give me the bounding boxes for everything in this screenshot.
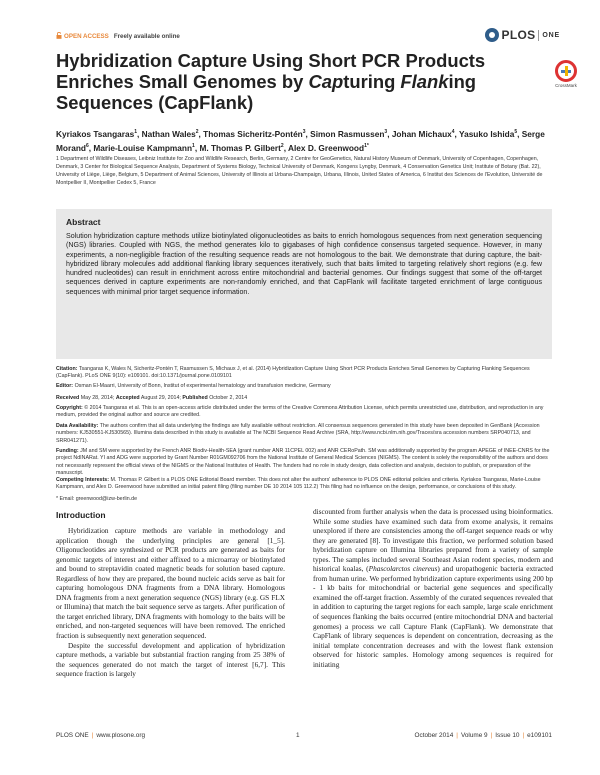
email	[56, 496, 552, 503]
plos-logo-text: PLOS	[501, 28, 536, 42]
page-footer	[56, 732, 552, 744]
abstract-box	[56, 209, 552, 359]
author-name: Thomas Sicheritz-Pontén	[203, 128, 303, 139]
author-affiliation-mark: 3	[302, 129, 306, 135]
copyright	[56, 405, 552, 420]
author-name: Marie-Louise Kampmann	[93, 143, 193, 154]
plos-logo-icon	[485, 28, 499, 42]
data-availability-label: Data Availability:	[56, 423, 99, 429]
data-availability-text: The authors confirm that all data underlying the findings are fully available without restriction. All consensus sequences generated in this study have been deposited in GenBank (Accession numbers: KJ530551-KJ530565). Illumina data described in this study is available at The NCBI Sequence Read Archive (SRA, http://www.ncbi.nlm.nih.gov/Traces/sra accession numbers SRP040713, and SRR041271).	[56, 423, 540, 444]
title-cap: Cap	[308, 71, 344, 92]
author-affiliation-mark: 1*	[364, 143, 369, 150]
email-text: * Email: greenwood@izw-berlin.de	[56, 496, 138, 502]
accepted-date: August 29, 2014;	[140, 395, 181, 401]
author	[288, 143, 369, 153]
funding-text: JM and SM were supported by the French ANR Biodiv-Health-SEA (grant number ANR 11CPEL 002) and ANR CERoPath. SM was additionally supported by the program APEGE of INEE-CNRS for the project NdINARat. YI and ADG were supported by Grant Number R01GM092706 from the National Institute of General Medical Sciences (NIGMS). The content is solely the responsibility of the authors and does not necessarily represent the official views of the NIGMS or the National Institutes of Health. The funders had no role in study design, data collection and analysis, decision to publish, or preparation of the manuscript.	[56, 448, 550, 476]
competing-interests	[56, 477, 552, 492]
open-access-badge	[56, 33, 180, 40]
open-access-label: OPEN ACCESS	[64, 33, 109, 40]
funding	[56, 448, 552, 477]
author-name: Alex D. Greenwood	[288, 143, 365, 154]
author-name: Nathan Wales	[141, 128, 196, 139]
accepted-label: Accepted	[115, 395, 140, 401]
data-availability	[56, 423, 552, 445]
dates	[56, 395, 552, 402]
footer-url[interactable]: www.plosone.org	[96, 732, 146, 739]
author-affiliation-mark: 3	[384, 129, 388, 135]
journal-header	[56, 27, 560, 47]
intro-right-paragraph	[313, 507, 553, 669]
intro-left-column	[56, 526, 285, 679]
author-name: Serge Morand	[56, 128, 545, 154]
citation	[56, 366, 552, 381]
intro-paragraph-2: Despite the successful development and application of hybridization capture methods, a variable but substantial fraction ranging from 25 38% of the sequences generated do not match the target of interest [6,7]. This sequence fraction is largely	[56, 640, 285, 679]
title-part2: ing Sequences (CapFlank)	[56, 71, 477, 113]
author	[56, 129, 137, 139]
author-name: M. Thomas P. Gilbert	[199, 143, 281, 154]
received-label: Received	[56, 395, 80, 401]
article-title	[56, 50, 516, 113]
intro-species-name: Phascolarctos cinereus	[368, 564, 438, 574]
footer-journal-name: PLOS ONE	[56, 732, 89, 739]
competing-text: M. Thomas P. Gilbert is a PLOS ONE Editorial Board member. This does not alter the authors' adherence to PLOS ONE editorial policies and criteria. Kyriakos Tsangaras, Marie-Louise Kampmann, and Alex D. Greenwood have submitted an initial patent filing (filing number DE 10 2014 105 112.2) This filing had no influence on the design, performance, or conclusions of this study.	[56, 477, 541, 491]
footer-divider: |	[91, 732, 94, 739]
author	[392, 129, 455, 139]
intro-paragraph-1: Hybridization capture methods are variable in methodology and application though the underlying principles are general [1_5]. Oligonucleotides are synthesized or PCR products are generated as baits for genomic targets of interest and either affixed to a microarray or biotinylated and bound to streptavidin coated magnetic beads for solution based capture. Regardless of how they are prepared, the bound nucleic acids serve as bait for capturing homologous DNA fragments from a DNA library. Homologous DNA fragments from a next generation sequence (NGS) library (e.g. GS FLX or Illumina) that match the bait sequence serve as targets. After purification of the target enriched library, DNA fragments with homology to the baits will be enriched, and non-targeted sequences will have been removed. The enriched fraction is subsequently next generation sequenced.	[56, 526, 285, 641]
footer-journal	[56, 732, 145, 739]
footer-date: October 2014	[414, 732, 454, 739]
author-affiliation-mark: 4	[451, 129, 455, 135]
received-date: May 28, 2014;	[80, 395, 115, 401]
abstract-heading: Abstract	[66, 217, 101, 227]
open-lock-icon	[56, 32, 62, 39]
intro-right-text-b: ) and uropathogenic bacteria extracted from human urine. We performed hybridization capture experiments using 200 bp - 1 kb baits for mitochondrial or bacterial gene sequences and specifically examined the off-target fraction. Assembly of the curated sequences revealed that in addition to capturing the target regions for each sample, large scale enrichment of sequences flanking the baits occurred (entire mitochondrial DNA and bacterial genomes) a process we call Capture Flank (CapFlank). We demonstrate that CapFlank of library sequences is dependent on concentration, decreasing as the initial template concentration decreases and with the lowest flank extension observed for historic samples. Homology among sequences is required for initiating	[313, 564, 554, 669]
author-name: Yasuko Ishida	[459, 128, 515, 139]
title-turing: turing	[343, 71, 401, 92]
crossmark-label: CrossMark	[555, 83, 577, 88]
author-affiliation-mark: 1	[134, 129, 138, 135]
footer-divider: |	[490, 732, 493, 739]
author-name: Kyriakos Tsangaras	[56, 128, 135, 139]
author-affiliation-mark: 2	[195, 129, 199, 135]
introduction-heading: Introduction	[56, 510, 106, 520]
editor	[56, 383, 552, 390]
abstract-text: Solution hybridization capture methods utilize biotinylated oligonucleotides as baits to enrich homologous sequences from next generation sequencing (NGS) libraries. Coupled with NGS, the method generates kilo to gigabases of high confidence consensus targeted sequence. However, in many experiments, a non-negligible fraction of the resulting sequence reads are not homologous to the bait. We demonstrate that during capture, the bait-hybridized library molecules add additional flanking library sequences iteratively, such that baits limited to targeting relatively short regions (e.g. few hundred nucleotides) can result in enrichment across entire mitochondrial and bacterial genomes. Our findings suggest that some of the off-target sequences derived in capture experiments are non-randomly enriched, and that CapFlank will facilitate targeted enrichment of large contiguous sequences with minimal prior target sequence information.	[66, 232, 542, 296]
plos-logo-sub: ONE	[542, 31, 560, 39]
freely-available-label: Freely available online	[113, 33, 180, 40]
author	[203, 129, 305, 139]
crossmark-badge[interactable]	[549, 60, 583, 88]
footer-volume: Volume 9	[460, 732, 488, 739]
intro-right-column	[313, 507, 553, 669]
citation-label: Citation:	[56, 366, 78, 372]
copyright-label: Copyright:	[56, 405, 83, 411]
footer-divider: |	[456, 732, 458, 739]
title-part1: Hybridization Capture Using Short PCR Products Enriches Small Genomes by	[56, 50, 486, 92]
author-name: Simon Rasmussen	[310, 128, 385, 139]
footer-divider: |	[522, 732, 525, 739]
copyright-text: © 2014 Tsangaras et al. This is an open-access article distributed under the terms of the Creative Commons Attribution License, which permits unrestricted use, distribution, and reproduction in any medium, provided the original author and source are credited.	[56, 405, 544, 419]
author	[310, 129, 387, 139]
footer-issue-info	[415, 732, 552, 739]
author	[459, 129, 517, 139]
logo-separator	[538, 30, 539, 41]
crossmark-icon	[555, 60, 577, 82]
published-date: October 2, 2014	[209, 395, 248, 401]
author-affiliation-mark: 1	[192, 143, 195, 150]
published-label: Published	[182, 395, 208, 401]
author	[142, 129, 199, 139]
author-list: Kyriakos Tsangaras$^1$, Nathan Wales$^2$, Thomas Sicheritz-Pontén$^3$, Simon Rasmussen$^3$, Johan Michaux$^4$, Yasuko Ishida$^5$, Serge Morand$^6$, Marie-Louise Kampmann$^1$, M. Thomas P. Gilbert$^2$, Alex D. Greenwood$^{1*}$	[56, 128, 545, 154]
author-name: Johan Michaux	[391, 128, 452, 139]
editor-text: Osman El-Maarri, University of Bonn, Institut of experimental hematology and transfusion medicine, Germany	[74, 383, 331, 389]
author	[93, 143, 194, 153]
funding-label: Funding:	[56, 448, 79, 454]
competing-label: Competing Interests:	[56, 477, 109, 483]
intro-right-text-a: discounted from further analysis when the data is processed using bioinformatics. While some studies have examined such data from exome analysis, it remains unexplored if there are consistencies among the off-target sequence reads or why they are generated [8]. To investigate this fraction, we performed solution based hybridization capture on Illumina libraries prepared from a variety of sample types. The samples included several Southeast Asian rodent species, modern and historical koalas, (	[313, 507, 553, 574]
author-affiliation-mark: 6	[85, 143, 89, 150]
citation-text: Tsangaras K, Wales N, Sicheritz-Pontén T, Rasmussen S, Michaux J, et al. (2014) Hybridization Capture Using Short PCR Products Enriches Small Genomes by Capturing Flanking Sequences (CapFlank). PLoS ONE 9(10): e109101. doi:10.1371/journal.pone.0109101	[56, 366, 530, 380]
footer-issue: Issue 10	[495, 732, 520, 739]
affiliations: 1 Department of Wildlife Diseases, Leibniz Institute for Zoo and Wildlife Research, Berlin, Germany, 2 Centre for GeoGenetics, Natural History Museum of Denmark, University of Copenhagen, Copenhagen, Denmark, 3 Center for Biological Sequence Analysis, Department of Systems Biology, Technical University of Denmark, Kongens Lyngby, Denmark, 4 Conservation Genetics Unit; Institute of Botany (Bat. 22), University of Liège, Liège, Belgium, 5 Department of Animal Sciences, University of Illinois at Urbana-Champaign, Urbana, Illinois, United States of America, 6 Institut des Sciences de l'Evolution, Université de Montpellier II, Montpellier Cedex 5, France	[56, 156, 543, 186]
plos-one-logo	[485, 28, 560, 42]
footer-page-number: 1	[296, 732, 300, 739]
title-flank: Flank	[400, 71, 449, 92]
footer-article-id: e109101	[527, 732, 552, 739]
author	[199, 143, 283, 153]
author-affiliation-mark: 5	[514, 129, 518, 135]
editor-label: Editor:	[56, 383, 74, 389]
author-affiliation-mark: 2	[280, 143, 284, 150]
